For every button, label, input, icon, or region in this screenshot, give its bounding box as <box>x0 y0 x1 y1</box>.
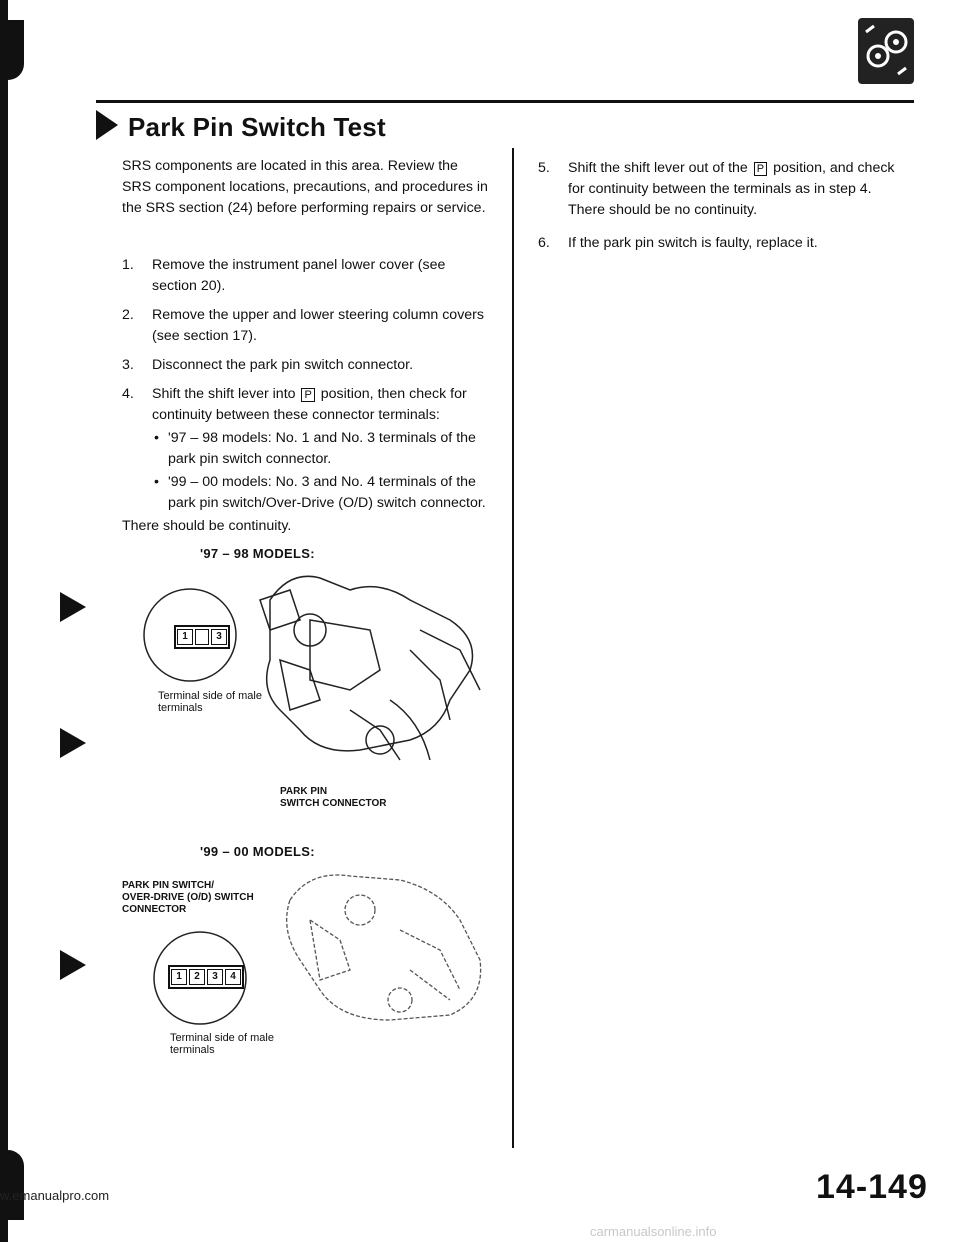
list-item: • '97 – 98 models: No. 1 and No. 3 terminals of the park pin switch connector. <box>152 428 492 470</box>
step-text: If the park pin switch is faulty, replace it. <box>568 235 818 251</box>
step-text: position, then check for continuity between these connector terminals: <box>152 386 467 423</box>
step-number: 4. <box>122 386 134 402</box>
page-title: Park Pin Switch Test <box>128 112 386 142</box>
connector-terminal-face <box>168 965 244 989</box>
terminal-3: 3 <box>211 629 227 645</box>
terminal-2: 2 <box>189 969 205 985</box>
step-result: There should be continuity. <box>122 518 292 534</box>
gear-tab-icon <box>858 18 914 84</box>
connector-terminal-face <box>174 625 230 649</box>
terminal-side-label: Terminal side of male terminals <box>158 690 262 714</box>
margin-marker <box>60 950 86 980</box>
park-pin-od-switch-illustration <box>250 860 500 1030</box>
margin-marker <box>60 592 86 622</box>
column-divider <box>512 148 514 1148</box>
margin-marker <box>60 728 86 758</box>
terminal-list <box>152 428 492 514</box>
step-text: position, and check for continuity between the terminals as in step 4. There should be no continuity. <box>568 160 895 218</box>
park-position-symbol: P <box>301 388 314 402</box>
margin-marker <box>96 110 118 140</box>
terminal-side-label: Terminal side of male terminals <box>170 1032 274 1056</box>
page-number: 14-149 <box>816 1168 928 1206</box>
step-3 <box>122 355 492 376</box>
step-text: Disconnect the park pin switch connector. <box>152 357 414 373</box>
procedure-steps-continued <box>538 158 910 262</box>
step-text: Shift the shift lever into <box>152 386 296 402</box>
figure-heading: '97 – 98 MODELS: <box>200 546 315 561</box>
connector-label-line: OVER-DRIVE (O/D) SWITCH <box>122 892 254 903</box>
connector-label-line: PARK PIN <box>280 786 328 797</box>
terminal-1: 1 <box>177 629 193 645</box>
connector-callout <box>122 880 254 916</box>
figure-heading: '99 – 00 MODELS: <box>200 844 315 859</box>
watermark: carmanualsonline.info <box>590 1224 717 1239</box>
binding-curve-bottom <box>8 1150 24 1220</box>
terminal-3: 3 <box>207 969 223 985</box>
step-text: Remove the instrument panel lower cover (see section 20). <box>152 257 446 294</box>
connector-callout <box>280 786 386 810</box>
step-6 <box>538 233 910 254</box>
procedure-steps <box>122 255 492 545</box>
step-number: 2. <box>122 307 134 323</box>
connector-label-line: CONNECTOR <box>122 904 187 915</box>
terminal-4: 4 <box>225 969 241 985</box>
header-rule <box>96 100 914 103</box>
step-number: 6. <box>538 235 550 251</box>
step-number: 1. <box>122 257 134 273</box>
step-number: 5. <box>538 160 550 176</box>
connector-label-line: SWITCH CONNECTOR <box>280 798 387 809</box>
step-1 <box>122 255 492 297</box>
step-4 <box>122 384 492 537</box>
step-2 <box>122 305 492 347</box>
terminal-empty <box>195 629 209 645</box>
step-number: 3. <box>122 357 134 373</box>
step-text: Remove the upper and lower steering column covers (see section 17). <box>152 307 484 344</box>
step-5 <box>538 158 910 221</box>
list-item: • '99 – 00 models: No. 3 and No. 4 terminals of the park pin switch/Over-Drive (O/D) switch connector. <box>152 472 492 514</box>
binding-curve-top <box>8 20 24 80</box>
terminal-1: 1 <box>171 969 187 985</box>
connector-label-line: PARK PIN SWITCH/ <box>122 880 215 891</box>
srs-warning: SRS components are located in this area. Review the SRS component locations, precautions, and procedures in the SRS section (24) before performing repairs or service. <box>122 158 488 216</box>
binding-bar <box>0 0 8 1242</box>
site-link[interactable]: w.emanualpro.com <box>0 1188 110 1203</box>
park-position-symbol: P <box>754 162 767 176</box>
step-text: Shift the shift lever out of the <box>568 160 748 176</box>
